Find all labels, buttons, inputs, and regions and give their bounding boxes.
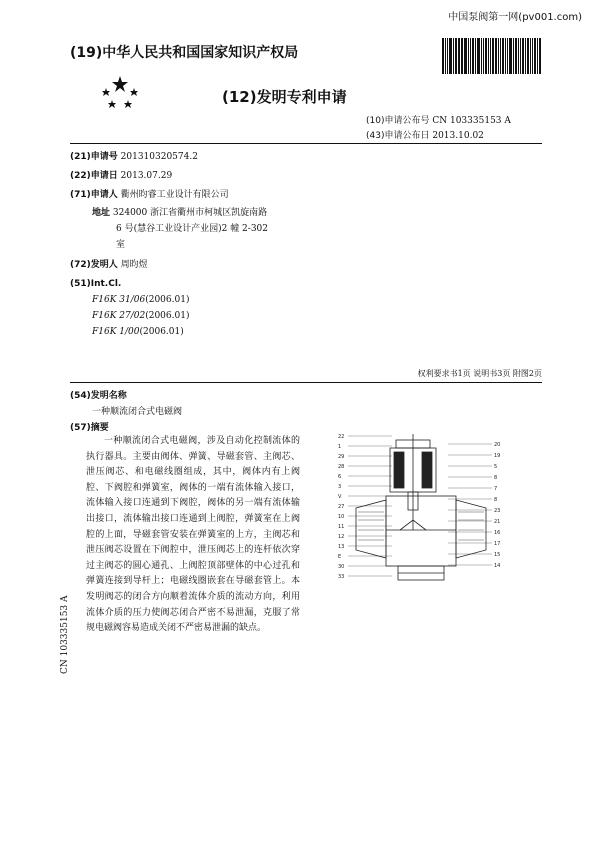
drawing-label: 15 xyxy=(494,552,501,558)
barcode xyxy=(442,38,542,74)
address-line1: 324000 浙江省衢州市柯城区凯旋南路 xyxy=(112,208,268,218)
drawing-label: 21 xyxy=(494,519,501,525)
address-line2: 6 号(慧谷工业设计产业园)2 幢 2-302 xyxy=(116,224,269,234)
pub-date: 2013.10.02 xyxy=(432,131,484,141)
app-date-label: (22)申请日 xyxy=(70,171,118,181)
ipc-year: (2006.01) xyxy=(145,295,190,305)
drawing-label: 33 xyxy=(338,574,345,580)
applicant: 衢州昀睿工业设计有限公司 xyxy=(120,190,229,200)
watermark: 中国泵阀第一网(pv001.com) xyxy=(448,12,582,23)
drawing-label: 17 xyxy=(494,541,501,547)
app-date-row xyxy=(70,168,172,181)
drawing-label: 19 xyxy=(494,453,501,459)
drawing-label: 7 xyxy=(494,486,498,492)
pub-date-label: (43)申请公布日 xyxy=(366,131,430,141)
drawing-label: 13 xyxy=(338,544,345,550)
drawing-label: 23 xyxy=(494,508,501,514)
drawing-label: 29 xyxy=(338,454,345,460)
ipc-year: (2006.01) xyxy=(139,327,184,337)
drawing-label: 22 xyxy=(338,434,345,440)
drawing-label: 27 xyxy=(338,504,345,510)
abstract-label: (57)摘要 xyxy=(70,423,109,433)
drawing-label: 8 xyxy=(494,497,498,503)
inventor-row xyxy=(70,257,148,270)
ipc-item xyxy=(92,311,189,321)
drawing-label: 5 xyxy=(494,464,498,470)
pages-divider xyxy=(70,382,542,383)
pub-date-row xyxy=(366,128,484,141)
address-label: 地址 xyxy=(92,208,111,218)
ipc-code: F16K 27/02 xyxy=(92,311,146,321)
applicant-label: (71)申请人 xyxy=(70,190,118,200)
drawing-label: 28 xyxy=(338,464,345,470)
drawing-label: 14 xyxy=(494,563,501,569)
drawing-label: 1 xyxy=(338,444,342,450)
applicant-row xyxy=(70,187,229,200)
side-publication-number: CN 103335153 A xyxy=(60,595,70,674)
header-divider xyxy=(70,143,542,144)
ipc-item xyxy=(92,295,189,305)
drawing-label: 10 xyxy=(338,514,345,520)
address-row xyxy=(92,205,267,218)
ipc-label: (51)Int.Cl. xyxy=(70,279,122,289)
inventor: 周昀煜 xyxy=(120,260,148,270)
app-date: 2013.07.29 xyxy=(120,171,173,181)
valve-drawing xyxy=(336,430,506,590)
app-no: 201310320574.2 xyxy=(120,152,198,162)
drawing-label: V xyxy=(338,494,342,500)
pages-info: 权利要求书1页 说明书3页 附图2页 xyxy=(417,369,542,378)
drawing-label: 16 xyxy=(494,530,501,536)
pub-number: CN 103335153 A xyxy=(432,116,511,126)
ipc-code: F16K 31/06 xyxy=(92,295,146,305)
drawing-label: 30 xyxy=(338,564,345,570)
app-no-row xyxy=(70,149,198,162)
invention-title: 一种顺流闭合式电磁阀 xyxy=(92,407,183,417)
app-no-label: (21)申请号 xyxy=(70,152,118,162)
office-emblem-icon xyxy=(96,72,144,112)
abstract-text: 一种顺流闭合式电磁阀，涉及自动化控制流体的执行器具。主要由阀体、弹簧、导磁套管、主阀芯、泄压阀芯、和电磁线圈组成，其中，阀体内有上阀腔、下阀腔和弹簧室，阀体的一端有流体输入接口，流体输入接口连通到下阀腔，阀体的另一端有流体输出接口，流体输出接口连通到上阀腔，弹簧室在上阀腔的上面，导磁套管安装在弹簧室的上方，主阀芯和泄压阀芯设置在下阀腔中，泄压阀芯上的连杆依次穿过主阀芯的圆心通孔、上阀腔顶部壁体的中心过孔和弹簧连接到导杆上；电磁线圈嵌套在导磁套管上。本发明阀芯的闭合方向顺着流体介质的流动方向，利用流体介质的压力使阀芯闭合严密不易泄漏，克服了常规电磁阀容易造成关闭不严密易泄漏的缺点。 xyxy=(86,436,300,634)
inventor-label: (72)发明人 xyxy=(70,260,118,270)
pub-number-label: (10)申请公布号 xyxy=(366,116,430,126)
pub-number-row xyxy=(366,113,511,126)
drawing-label: 6 xyxy=(338,474,342,480)
drawing-label: 12 xyxy=(338,534,345,540)
drawing-label: 11 xyxy=(338,524,345,530)
office-name: (19)中华人民共和国国家知识产权局 xyxy=(70,45,299,61)
address-line3: 室 xyxy=(116,240,126,250)
drawing-label: 3 xyxy=(338,484,342,490)
patent-type: (12)发明专利申请 xyxy=(222,88,347,106)
drawing-label: 8 xyxy=(494,475,498,481)
ipc-code: F16K 1/00 xyxy=(92,327,140,337)
ipc-year: (2006.01) xyxy=(145,311,190,321)
drawing-label: 20 xyxy=(494,442,501,448)
title-label: (54)发明名称 xyxy=(70,391,127,401)
drawing-label: E xyxy=(338,554,342,560)
ipc-item xyxy=(92,327,184,337)
